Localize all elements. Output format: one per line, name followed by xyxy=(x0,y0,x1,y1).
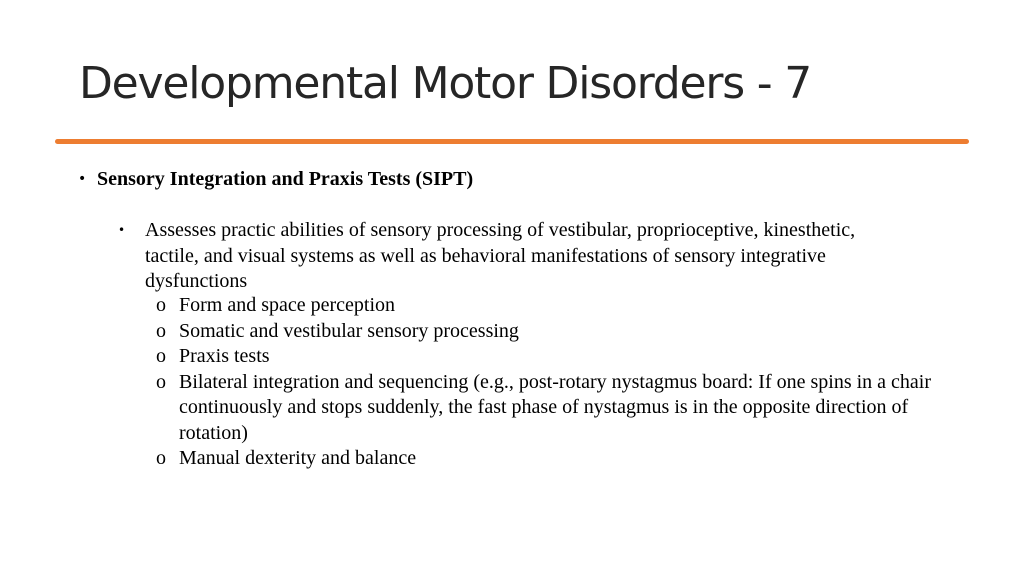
list-item-text: Praxis tests xyxy=(179,345,270,367)
slide-title: Developmental Motor Disorders - 7 xyxy=(79,58,812,109)
list-item xyxy=(156,344,936,370)
description-text: Assesses practic abilities of sensory processing of vestibular, proprioceptive, kinesthetic, tactile, and visual systems as well as behavioral manifestations of sensory integrative dysfunctions xyxy=(145,219,856,292)
list-marker: o xyxy=(156,319,166,342)
list-item xyxy=(156,293,936,319)
list-marker: o xyxy=(156,447,166,469)
list-item-text: Somatic and vestibular sensory processing xyxy=(179,319,519,342)
list-item xyxy=(156,446,936,472)
list-item xyxy=(156,319,936,345)
list-item xyxy=(156,370,936,447)
list-item-text: Bilateral integration and sequencing (e.g., post-rotary nystagmus board: If one spins in a chair continuously and stops suddenly, the fast phase of nystagmus is in the opposite direction of rotation) xyxy=(179,370,932,444)
section-heading-text: Sensory Integration and Praxis Tests (SIPT) xyxy=(97,168,474,190)
list-item-text: Manual dexterity and balance xyxy=(179,447,417,469)
list-item-text: Form and space perception xyxy=(179,294,396,316)
bullet-icon: • xyxy=(78,171,87,187)
section-heading xyxy=(78,167,473,191)
subtest-list xyxy=(156,293,936,472)
list-marker: o xyxy=(156,345,166,367)
bullet-icon: • xyxy=(118,223,126,237)
list-marker: o xyxy=(156,294,166,316)
list-marker: o xyxy=(156,370,166,393)
description-point xyxy=(118,218,908,295)
